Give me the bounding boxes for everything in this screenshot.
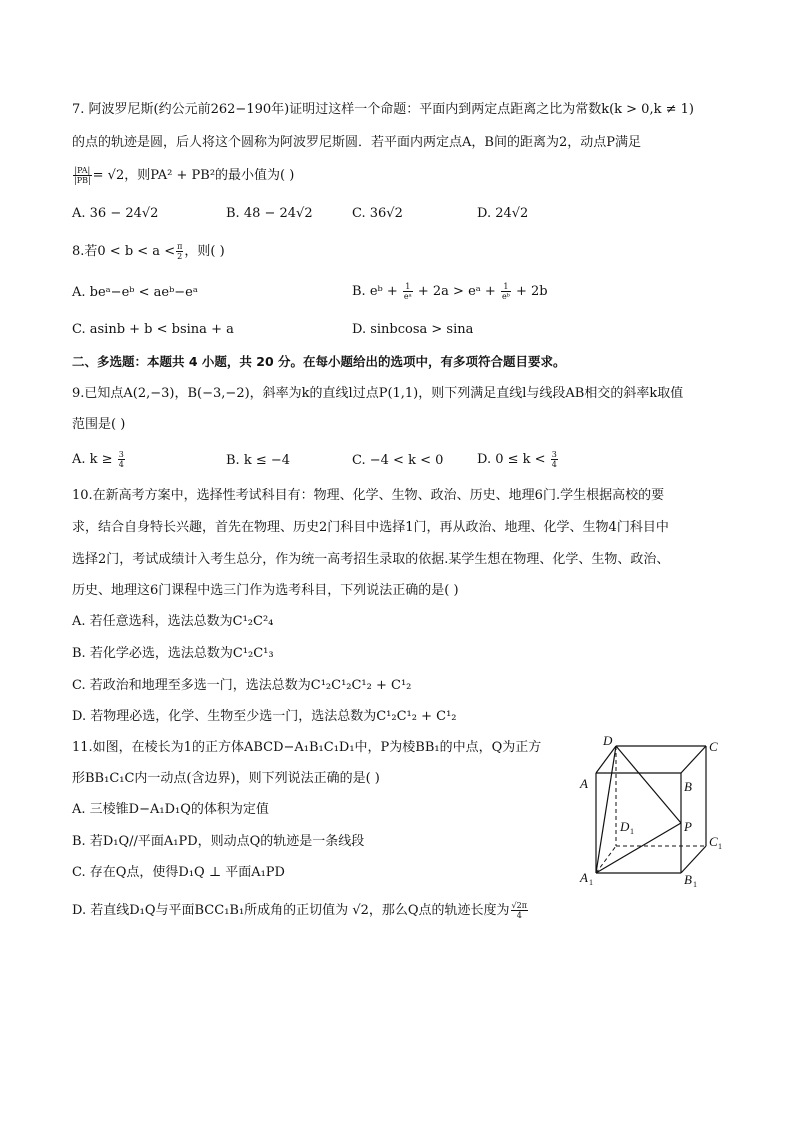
q9-option-d	[477, 450, 559, 469]
q8-optb-f2n: 1	[501, 282, 511, 292]
segment-a1p	[596, 823, 681, 873]
q8-stem	[72, 242, 225, 261]
q7-frac-num: |PA|	[74, 166, 91, 175]
q9-option-a	[72, 450, 126, 469]
q9-opta-den: 4	[118, 460, 124, 469]
q10-line-1: 10.在新高考方案中，选择性考试科目有：物理、化学、生物、政治、历史、地理6门.学生根据高校的要	[72, 488, 665, 503]
label-d: D	[603, 733, 613, 748]
q8-optb-f1n: 1	[403, 282, 413, 292]
q8-option-a: A. beᵃ−eᵇ < aeᵇ−eᵃ	[72, 285, 198, 300]
q7-option-c: C. 36√2	[352, 206, 403, 221]
q9-opta-num: 3	[118, 450, 124, 459]
q7-option-d: D. 24√2	[477, 206, 529, 221]
label-a: A	[580, 776, 588, 791]
q8-option-b	[352, 282, 548, 301]
q10-line-3: 选择2门，考试成绩计入考生总分，作为统一高考招生录取的依据.某学生想在物理、化学、生物、政治、	[72, 552, 670, 567]
q7-option-b: B. 48 − 24√2	[226, 206, 313, 221]
label-c1: C	[709, 834, 718, 849]
q11-optd-den: 4	[516, 911, 522, 920]
label-a1: A	[580, 870, 588, 885]
q9-optd-text: D. 0 ≤ k <	[477, 452, 546, 467]
q9-opta-text: A. k ≥	[72, 452, 113, 467]
q8-optb-f1d: eᵃ	[403, 292, 412, 301]
q11-optd-num: √2π	[511, 901, 527, 910]
q9-line-2: 范围是( )	[72, 417, 126, 432]
q11-line-1: 11.如图，在棱长为1的正方体ABCD−A₁B₁C₁D₁中，P为棱BB₁的中点，Q为正方	[72, 740, 542, 755]
q8-frac-num: π	[177, 242, 183, 251]
label-a1-sub: 1	[589, 878, 593, 887]
cube-figure	[576, 733, 726, 893]
q8-stem-a: 8.若0 < b < a <	[72, 244, 176, 259]
q11-option-b: B. 若D₁Q//平面A₁PD，则动点Q的轨迹是一条线段	[72, 834, 365, 849]
label-c: C	[709, 739, 718, 754]
section-2-heading: 二、多选题：本题共 4 小题，共 20 分。在每小题给出的选项中，有多项符合题目要求。	[72, 354, 566, 369]
q7-option-a: A. 36 − 24√2	[72, 206, 159, 221]
q9-opta-frac	[118, 450, 125, 469]
q9-optd-den: 4	[551, 460, 557, 469]
edge-b1c1	[681, 846, 706, 873]
q9-option-b: B. k ≤ −4	[226, 453, 291, 468]
q8-optb-frac2	[501, 282, 511, 301]
q10-option-a: A. 若任意选科，选法总数为C¹₂C²₄	[72, 614, 274, 629]
q7-fraction	[73, 166, 92, 185]
q10-line-4: 历史、地理这6门课程中选三门作为选考科目，下列说法正确的是( )	[72, 583, 459, 598]
q9-optd-frac	[551, 450, 558, 469]
q10-line-2: 求，结合自身特长兴趣，首先在物理、历史2门科目中选择1门，再从政治、地理、化学、生物4门科目中	[72, 520, 669, 535]
q11-option-d	[72, 901, 529, 920]
q10-option-d: D. 若物理必选，化学、生物至少选一门，选法总数为C¹₂C¹₂ + C¹₂	[72, 709, 457, 724]
edge-a1d1-hidden	[596, 846, 616, 873]
segment-da1	[596, 746, 616, 873]
label-d1: D	[620, 819, 630, 834]
q11-option-c: C. 存在Q点，使得D₁Q ⊥ 平面A₁PD	[72, 865, 285, 880]
q8-fraction	[176, 242, 183, 261]
q8-optb-b: + 2a > eᵃ +	[417, 284, 496, 299]
q11-line-2: 形BB₁C₁C内一动点(含边界)，则下列说法正确的是( )	[72, 771, 380, 786]
q9-line-1: 9.已知点A(2,−3)，B(−3,−2)，斜率为k的直线l过点P(1,1)，则下列满足直线l与线段AB相交的斜率k取值	[72, 386, 684, 401]
q8-optb-c: + 2b	[516, 284, 548, 299]
edge-ad	[596, 746, 616, 773]
q9-optd-num: 3	[551, 450, 557, 459]
label-b1: B	[684, 872, 692, 887]
label-b1-sub: 1	[693, 880, 697, 889]
q10-option-c: C. 若政治和地理至多选一门，选法总数为C¹₂C¹₂C¹₂ + C¹₂	[72, 678, 412, 693]
label-b: B	[684, 779, 692, 794]
q8-option-d: D. sinbcosa > sina	[352, 322, 474, 337]
q8-stem-b: ，则( )	[184, 244, 225, 259]
segment-dp	[616, 746, 681, 823]
q7-line-1: 7. 阿波罗尼斯(约公元前262−190年)证明过这样一个命题：平面内到两定点距离之比为常数k(k > 0,k ≠ 1)	[72, 102, 694, 117]
q11-optd-frac	[511, 901, 528, 920]
q11-optd-text: D. 若直线D₁Q与平面BCC₁B₁所成角的正切值为 √2，那么Q点的轨迹长度为	[72, 903, 510, 918]
q8-optb-frac1	[403, 282, 413, 301]
q8-optb-f2d: eᵇ	[501, 292, 510, 301]
q8-frac-den: 2	[177, 252, 183, 261]
label-c1-sub: 1	[718, 842, 722, 851]
q8-option-c: C. asinb + b < bsina + a	[72, 322, 234, 337]
q8-optb-a: B. eᵇ +	[352, 284, 398, 299]
q7-line-2: 的点的轨迹是圆，后人将这个圆称为阿波罗尼斯圆．若平面内两定点A，B间的距离为2，动点P满足	[72, 135, 641, 150]
q9-option-c: C. −4 < k < 0	[352, 453, 444, 468]
q7-line-3-text: = √2，则PA² + PB²的最小值为( )	[92, 168, 295, 183]
q7-frac-den: |PB|	[74, 176, 91, 185]
q11-option-a: A. 三棱锥D−A₁D₁Q的体积为定值	[72, 802, 269, 817]
label-p: P	[684, 819, 692, 834]
label-d1-sub: 1	[630, 827, 634, 836]
q7-line-3	[72, 166, 294, 185]
q10-option-b: B. 若化学必选，选法总数为C¹₂C¹₃	[72, 646, 274, 661]
edge-bc	[681, 746, 706, 773]
